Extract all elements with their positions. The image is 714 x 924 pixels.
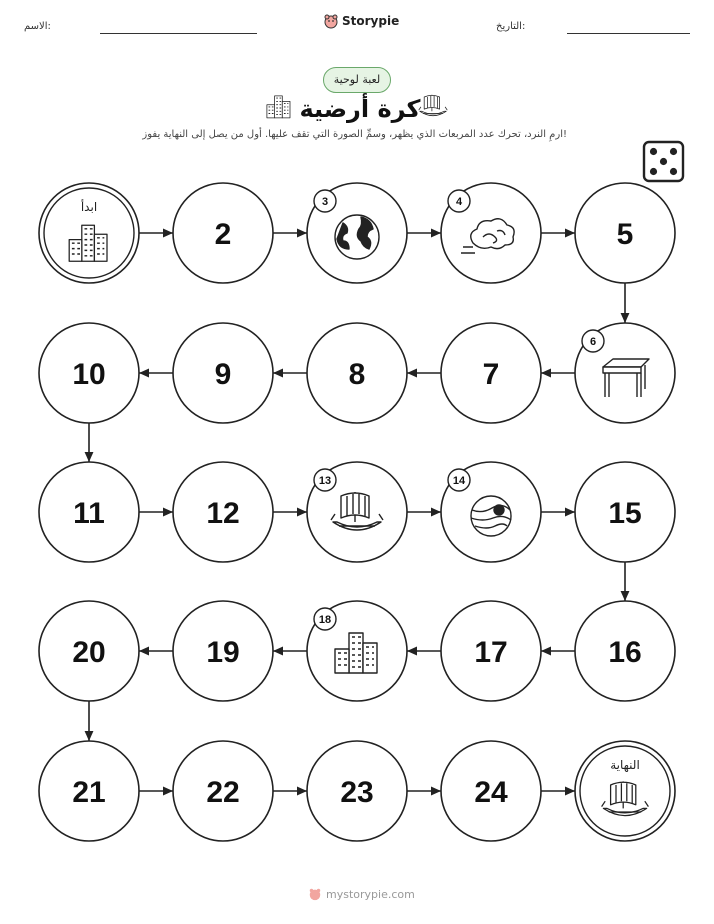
board-space-23[interactable] [307,741,407,841]
space-number: 21 [72,776,106,809]
space-number: 19 [206,636,240,669]
space-number: 2 [214,218,232,251]
dice-pip [650,168,657,175]
space-number: 10 [72,358,106,391]
space-number: 17 [474,636,508,669]
board-space-10[interactable] [39,323,139,423]
board-space-6[interactable] [575,323,675,423]
dice-icon [644,142,683,181]
space-number: 3 [321,196,329,208]
space-number: 12 [206,497,240,530]
board-space-24[interactable] [441,741,541,841]
space-number: 22 [206,776,240,809]
space-number: 14 [452,475,466,487]
board-space-15[interactable] [575,462,675,562]
space-number: 24 [474,776,508,809]
board-space-14[interactable] [441,462,541,562]
space-number: 7 [482,358,500,391]
board-space-8[interactable] [307,323,407,423]
board-space-22[interactable] [173,741,273,841]
board-space-3[interactable] [307,183,407,283]
board-space-5[interactable] [575,183,675,283]
dice-pip [670,168,677,175]
end-label: النهاية [610,758,640,772]
name-label: الاسم: [24,21,51,32]
board-space-21[interactable] [39,741,139,841]
space-number: 23 [340,776,374,809]
space-number: 16 [608,636,642,669]
board-space-19[interactable] [173,601,273,701]
footer-url: mystorypie.com [326,887,415,901]
board-space-2[interactable] [173,183,273,283]
planet-icon [471,496,511,536]
storypie-mascot-icon [308,887,322,901]
globe-icon [335,215,379,259]
space-number: 11 [73,497,105,530]
space-number: 5 [616,218,634,251]
dice-pip [650,148,657,155]
footer [308,887,415,901]
start-label: ابدأ [80,200,98,214]
space-number: 9 [214,358,232,391]
page-title: كرة أرضية [299,95,421,123]
ship-icon [419,95,448,116]
board-space-17[interactable] [441,601,541,701]
board-space-4[interactable] [441,183,541,283]
dice-pip [670,148,677,155]
board-space-7[interactable] [441,323,541,423]
board-space-20[interactable] [39,601,139,701]
space-number: 15 [608,497,642,530]
date-label: التاريخ: [496,21,526,32]
board-space-9[interactable] [173,323,273,423]
dice-pip [660,158,667,165]
instructions-text: ارمِ النرد، تحرك عدد المربعات الذي يظهر، وسمِّ الصورة التي تقف عليها. أول من يصل إلى النهاية يفوز! [142,129,567,140]
board-space-13[interactable] [307,462,407,562]
space-number: 4 [455,196,463,208]
board-space-18[interactable] [307,601,407,701]
space-number: 6 [589,336,597,348]
board-space-12[interactable] [173,462,273,562]
space-number: 13 [318,475,332,487]
buildings-icon [267,96,290,118]
brand-name: Storypie [342,14,400,28]
game-type-badge: لعبة لوحية [323,67,391,93]
board-space-25[interactable] [575,741,675,841]
space-number: 20 [72,636,106,669]
board-space-16[interactable] [575,601,675,701]
board-space-11[interactable] [39,462,139,562]
space-number: 8 [348,358,366,391]
board-space-1[interactable] [39,183,139,283]
space-number: 18 [318,614,332,626]
